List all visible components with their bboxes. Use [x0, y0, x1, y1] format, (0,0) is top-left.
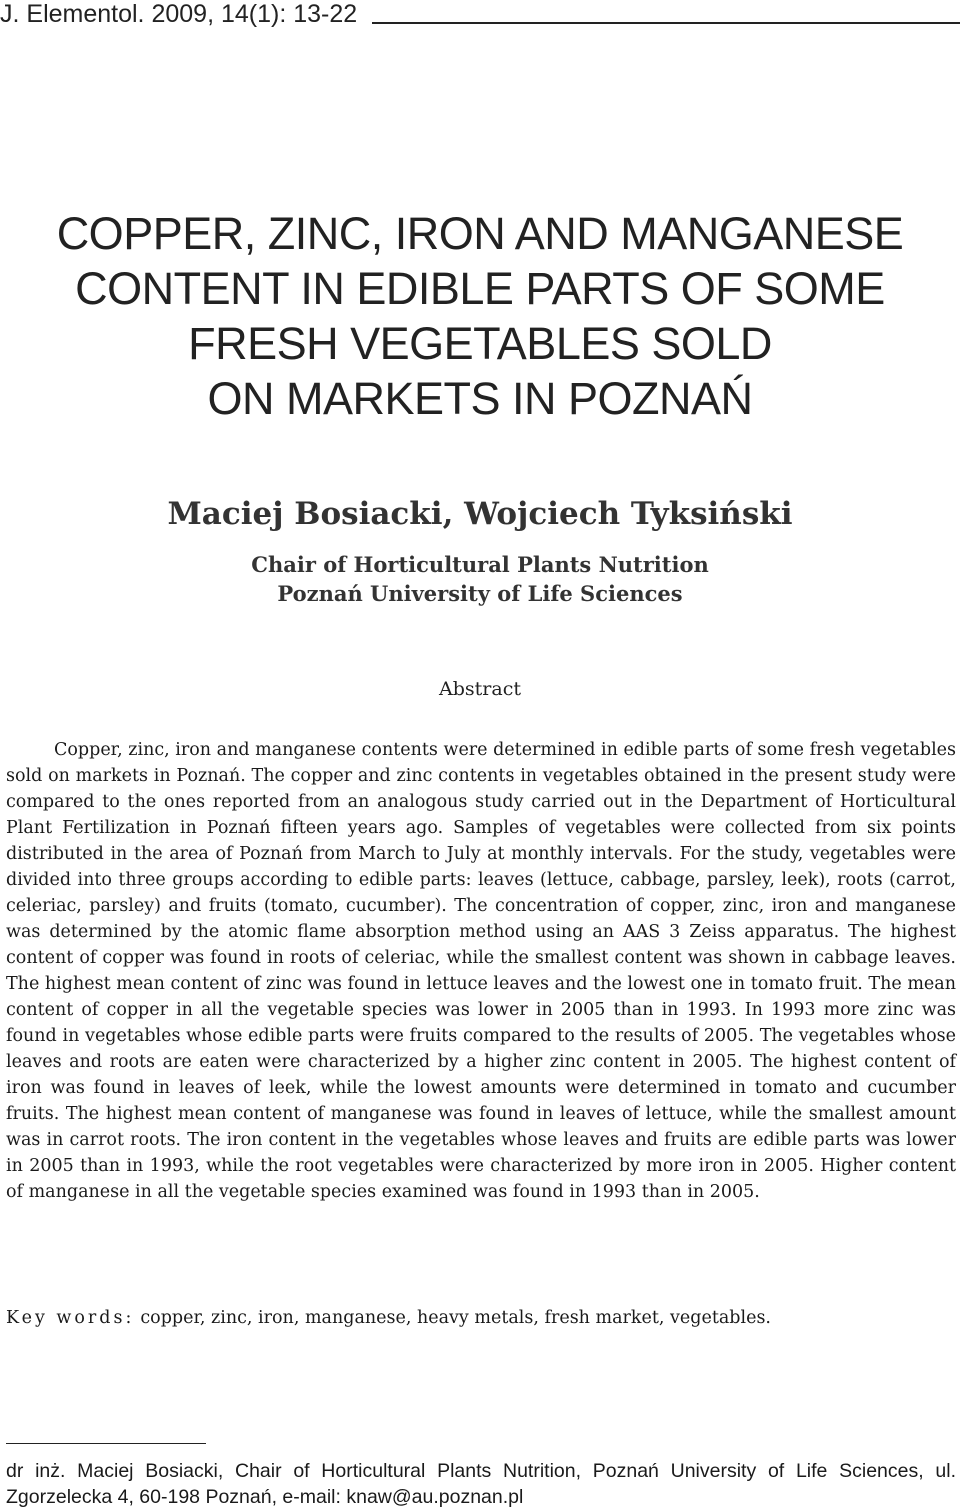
abstract-heading: Abstract	[439, 678, 521, 700]
title-line: CONTENT IN EDIBLE PARTS OF SOME	[75, 263, 885, 314]
keywords-list: copper, zinc, iron, manganese, heavy metals, fresh market, vegetables.	[140, 1308, 771, 1328]
title-line: ON MARKETS IN POZNAŃ	[207, 373, 753, 424]
title-line: FRESH VEGETABLES SOLD	[188, 318, 772, 369]
article-title	[0, 206, 960, 426]
footnote-rule	[6, 1443, 206, 1444]
authors: Maciej Bosiacki, Wojciech Tyksiński	[167, 496, 793, 532]
keywords	[6, 1305, 956, 1331]
abstract-text: Copper, zinc, iron and manganese contents were determined in edible parts of some fresh vegetables sold on markets in Poznań. The copper and zinc contents in vegetables obtained in the present study were compared to the ones reported from an analogous study carried out in the Department of Horticultural Plant Fertilization in Poznań fifteen years ago. Samples of vegetables were collected from six points distributed in the area of Poznań from March to July at monthly intervals. For the study, vegetables were divided into three groups according to edible parts: leaves (lettuce, cabbage, parsley, leek), roots (carrot, celeriac, parsley) and fruits (tomato, cucumber). The concentration of copper, zinc, iron and manganese was determined by the atomic flame absorption method using an AAS 3 Zeiss apparatus. The highest content of copper was found in roots of celeriac, while the smallest content was shown in cabbage leaves. The highest mean content of zinc was found in lettuce leaves and the lowest one in tomato fruit. The mean content of copper in all the vegetable species was lower in 2005 than in 1993. In 1993 more zinc was found in vegetables whose edible parts were fruits compared to the results of 2005. The vegetables whose leaves and roots are eaten were characterized by a higher zinc content in 2005. The highest content of iron was found in leaves of leek, while the lowest amounts were determined in tomato and cucumber fruits. The highest mean content of manganese was found in leaves of lettuce, while the smallest amount was in carrot roots. The iron content in the vegetables whose leaves and fruits are edible parts was lower in 2005 than in 1993, while the root vegetables were characterized by more iron in 2005. Higher content of manganese in all the vegetable species examined was found in 1993 than in 2005.	[6, 740, 956, 1202]
header-rule	[372, 22, 960, 24]
affiliation-university: Poznań University of Life Sciences	[277, 581, 683, 606]
keywords-label: Key words:	[6, 1308, 135, 1328]
title-line: COPPER, ZINC, IRON AND MANGANESE	[56, 208, 904, 259]
author-footnote: dr inż. Maciej Bosiacki, Chair of Horticultural Plants Nutrition, Poznań University of Life Sciences, ul. Zgorzelecka 4, 60-198 Poznań, e-mail: knaw@au.poznan.pl	[6, 1460, 956, 1508]
journal-reference: J. Elementol. 2009, 14(1): 13-22	[0, 0, 358, 28]
affiliation-department: Chair of Horticultural Plants Nutrition	[251, 552, 709, 577]
